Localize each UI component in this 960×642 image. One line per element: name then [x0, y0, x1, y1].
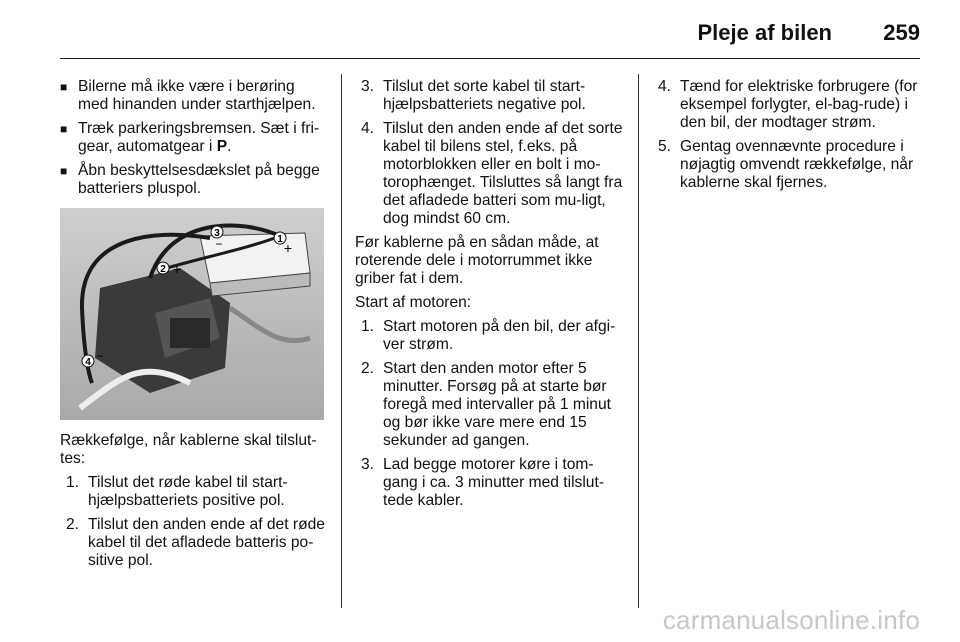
list-item: 5. Gentag ovennævnte procedure i nøjagtig omvendt rækkefølge, når kablerne skal fjernes.: [658, 138, 914, 191]
bullet-marker-icon: ■: [60, 122, 68, 136]
bullet-marker-icon: ■: [60, 164, 68, 178]
page-title: Pleje af bilen: [697, 20, 832, 45]
list-item: 4. Tilslut den anden ende af det sorte kabel til bilens stel, f.eks. på motorblokken eller en bolt i mo-torophænget. Tilsluttes så langt fra det afladede batteri som mu-ligt, dog mindst 60 cm.: [361, 120, 623, 227]
column-divider: [341, 74, 342, 608]
gear-symbol: P: [216, 138, 228, 155]
bullet-item: ■ Åbn beskyttelsesdækslet på begge batteriers pluspol.: [60, 162, 320, 197]
column-2: [355, 78, 627, 516]
list-item: 3. Tilslut det sorte kabel til start-hjælpsbatteriets negative pol.: [361, 78, 586, 113]
figure-label-3: 3: [214, 228, 220, 239]
list-item: 2. Tilslut den anden ende af det røde kabel til det afladede batteris po-sitive pol.: [66, 516, 325, 569]
figure-plus-2: +: [172, 261, 182, 277]
figure-plus-1: +: [283, 240, 293, 256]
figure-label-2: 2: [160, 264, 166, 275]
bullet-item: ■ Bilerne må ikke være i berøring med hinanden under starthjælpen.: [60, 78, 316, 113]
start-heading: Start af motoren:: [355, 294, 472, 311]
paragraph: Før kablerne på en sådan måde, at roterende dele i motorrummet ikke griber fat i dem.: [355, 234, 599, 287]
figure-minus-3: −: [215, 237, 223, 251]
list-item: 3. Lad begge motorer køre i tom-gang i ca. 3 minutter med tilslut-tede kabler.: [361, 456, 605, 509]
column-1: [60, 78, 328, 576]
page-header: [60, 0, 920, 59]
figure-label-1: 1: [277, 234, 283, 245]
column-divider: [638, 74, 639, 608]
column-3: [652, 78, 924, 198]
jump-start-illustration: [60, 208, 324, 420]
list-item: 1. Start motoren på den bil, der afgi-ver strøm.: [361, 318, 616, 353]
list-item: 1. Tilslut det røde kabel til start-hjælpsbatteriets positive pol.: [66, 474, 288, 509]
bullet-item: ■ Træk parkeringsbremsen. Sæt i fri-gear, automatgear i P.: [60, 120, 320, 155]
watermark: carmanualsonline.info: [662, 605, 920, 635]
figure-minus-4: −: [96, 349, 104, 363]
order-heading: Rækkefølge, når kablerne skal tilslut-tes:: [60, 432, 317, 467]
list-item: 4. Tænd for elektriske forbrugere (for eksempel forlygter, el-bag-rude) i den bil, der modtager strøm.: [658, 78, 918, 131]
list-item: 2. Start den anden motor efter 5 minutter. Forsøg på at starte bør foregå med intervaller på 1 minut og bør ikke vare mere end 15 sekunder ad gangen.: [361, 360, 611, 449]
figure-label-4: 4: [85, 357, 91, 368]
bullet-marker-icon: ■: [60, 80, 68, 94]
page-number: 259: [883, 20, 920, 45]
